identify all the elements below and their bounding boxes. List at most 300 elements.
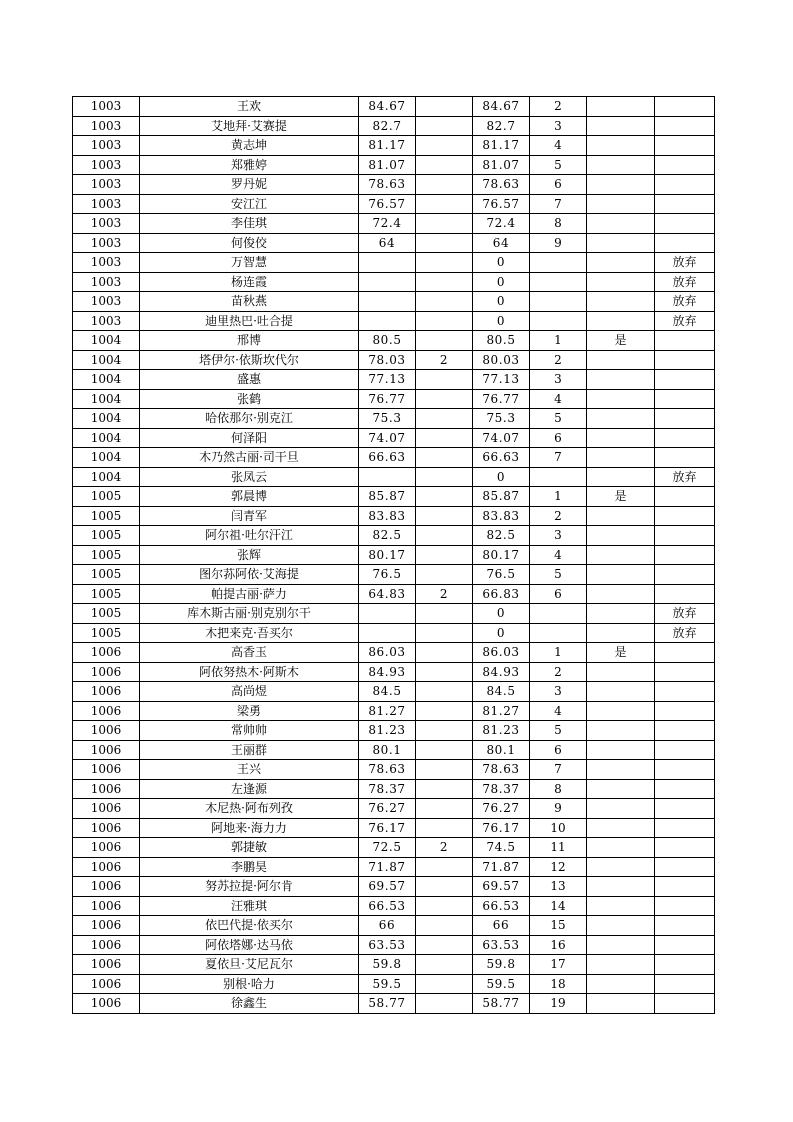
shortlisted-cell: [587, 701, 655, 721]
rank-cell: 7: [530, 760, 587, 780]
candidate-name-cell: 迪里热巴·吐合提: [140, 311, 359, 331]
bonus-points-cell: [416, 740, 473, 760]
position-code-cell: 1005: [73, 623, 140, 643]
total-score-cell: 84.67: [473, 97, 530, 117]
candidate-name-cell: 郭晨博: [140, 487, 359, 507]
shortlisted-cell: [587, 994, 655, 1014]
candidate-name-cell: 王欢: [140, 97, 359, 117]
candidate-name-cell: 阿依努热木·阿斯木: [140, 662, 359, 682]
position-code-cell: 1006: [73, 740, 140, 760]
shortlisted-cell: [587, 214, 655, 234]
remark-cell: [655, 760, 715, 780]
bonus-points-cell: [416, 136, 473, 156]
rank-cell: 4: [530, 545, 587, 565]
rank-cell: [530, 311, 587, 331]
total-score-cell: 78.63: [473, 760, 530, 780]
total-score-cell: 66.63: [473, 448, 530, 468]
candidate-name-cell: 阿地来·海力力: [140, 818, 359, 838]
shortlisted-cell: [587, 272, 655, 292]
rank-cell: 6: [530, 740, 587, 760]
shortlisted-cell: [587, 799, 655, 819]
position-code-cell: 1006: [73, 760, 140, 780]
candidate-name-cell: 图尔荪阿依·艾海提: [140, 565, 359, 585]
shortlisted-cell: [587, 721, 655, 741]
rank-cell: 2: [530, 350, 587, 370]
total-score-cell: 64: [473, 233, 530, 253]
position-code-cell: 1004: [73, 331, 140, 351]
total-score-cell: 58.77: [473, 994, 530, 1014]
written-score-cell: 76.5: [359, 565, 416, 585]
written-score-cell: 84.67: [359, 97, 416, 117]
bonus-points-cell: [416, 955, 473, 975]
rank-cell: 5: [530, 721, 587, 741]
position-code-cell: 1003: [73, 175, 140, 195]
position-code-cell: 1006: [73, 682, 140, 702]
candidate-name-cell: 别根·哈力: [140, 974, 359, 994]
table-row: [73, 565, 715, 585]
position-code-cell: 1003: [73, 214, 140, 234]
candidate-name-cell: 邢博: [140, 331, 359, 351]
total-score-cell: 82.5: [473, 526, 530, 546]
candidate-name-cell: 常帅帅: [140, 721, 359, 741]
bonus-points-cell: [416, 643, 473, 663]
shortlisted-cell: [587, 779, 655, 799]
candidate-name-cell: 郑雅婷: [140, 155, 359, 175]
position-code-cell: 1006: [73, 877, 140, 897]
rank-cell: 7: [530, 194, 587, 214]
position-code-cell: 1004: [73, 448, 140, 468]
rank-cell: [530, 623, 587, 643]
shortlisted-cell: [587, 857, 655, 877]
written-score-cell: 76.77: [359, 389, 416, 409]
rank-cell: 2: [530, 97, 587, 117]
written-score-cell: 59.5: [359, 974, 416, 994]
bonus-points-cell: [416, 409, 473, 429]
total-score-cell: 80.17: [473, 545, 530, 565]
remark-cell: [655, 877, 715, 897]
table-row: [73, 740, 715, 760]
total-score-cell: 85.87: [473, 487, 530, 507]
shortlisted-cell: [587, 974, 655, 994]
shortlisted-cell: [587, 370, 655, 390]
bonus-points-cell: [416, 370, 473, 390]
total-score-cell: 81.07: [473, 155, 530, 175]
bonus-points-cell: [416, 701, 473, 721]
rank-cell: 8: [530, 779, 587, 799]
position-code-cell: 1003: [73, 116, 140, 136]
candidate-name-cell: 左逢源: [140, 779, 359, 799]
candidate-name-cell: 木乃然古丽·司干旦: [140, 448, 359, 468]
table-row: [73, 292, 715, 312]
written-score-cell: 63.53: [359, 935, 416, 955]
table-row: [73, 97, 715, 117]
remark-cell: [655, 799, 715, 819]
remark-cell: [655, 857, 715, 877]
shortlisted-cell: [587, 935, 655, 955]
written-score-cell: 76.57: [359, 194, 416, 214]
position-code-cell: 1005: [73, 545, 140, 565]
bonus-points-cell: [416, 194, 473, 214]
shortlisted-cell: [587, 565, 655, 585]
position-code-cell: 1004: [73, 350, 140, 370]
shortlisted-cell: [587, 409, 655, 429]
candidate-name-cell: 高香玉: [140, 643, 359, 663]
bonus-points-cell: [416, 818, 473, 838]
remark-cell: [655, 506, 715, 526]
total-score-cell: 0: [473, 253, 530, 273]
remark-cell: [655, 935, 715, 955]
written-score-cell: 83.83: [359, 506, 416, 526]
table-row: [73, 116, 715, 136]
candidate-name-cell: 张辉: [140, 545, 359, 565]
table-row: [73, 233, 715, 253]
table-row: [73, 994, 715, 1014]
table-row: [73, 350, 715, 370]
rank-cell: 2: [530, 506, 587, 526]
table-row: [73, 682, 715, 702]
shortlisted-cell: [587, 526, 655, 546]
candidate-name-cell: 闫青军: [140, 506, 359, 526]
candidate-name-cell: 罗丹妮: [140, 175, 359, 195]
written-score-cell: 82.7: [359, 116, 416, 136]
table-row: [73, 779, 715, 799]
remark-cell: 放弃: [655, 604, 715, 624]
written-score-cell: 76.17: [359, 818, 416, 838]
rank-cell: 3: [530, 370, 587, 390]
total-score-cell: 83.83: [473, 506, 530, 526]
shortlisted-cell: [587, 194, 655, 214]
bonus-points-cell: [416, 389, 473, 409]
position-code-cell: 1006: [73, 935, 140, 955]
position-code-cell: 1006: [73, 955, 140, 975]
remark-cell: [655, 584, 715, 604]
table-row: [73, 701, 715, 721]
table-row: [73, 838, 715, 858]
position-code-cell: 1006: [73, 643, 140, 663]
shortlisted-cell: 是: [587, 643, 655, 663]
remark-cell: [655, 233, 715, 253]
rank-cell: 5: [530, 409, 587, 429]
bonus-points-cell: [416, 916, 473, 936]
written-score-cell: 86.03: [359, 643, 416, 663]
rank-cell: 1: [530, 643, 587, 663]
remark-cell: [655, 214, 715, 234]
rank-cell: 9: [530, 799, 587, 819]
rank-cell: 9: [530, 233, 587, 253]
written-score-cell: 84.5: [359, 682, 416, 702]
written-score-cell: [359, 311, 416, 331]
rank-cell: 1: [530, 487, 587, 507]
shortlisted-cell: [587, 682, 655, 702]
shortlisted-cell: [587, 155, 655, 175]
bonus-points-cell: [416, 155, 473, 175]
remark-cell: [655, 916, 715, 936]
table-row: [73, 857, 715, 877]
bonus-points-cell: [416, 506, 473, 526]
remark-cell: [655, 97, 715, 117]
position-code-cell: 1005: [73, 506, 140, 526]
bonus-points-cell: [416, 272, 473, 292]
total-score-cell: 76.5: [473, 565, 530, 585]
total-score-cell: 0: [473, 467, 530, 487]
position-code-cell: 1005: [73, 565, 140, 585]
shortlisted-cell: [587, 253, 655, 273]
shortlisted-cell: [587, 97, 655, 117]
rank-cell: 3: [530, 526, 587, 546]
shortlisted-cell: 是: [587, 487, 655, 507]
bonus-points-cell: [416, 974, 473, 994]
rank-cell: 6: [530, 584, 587, 604]
candidate-name-cell: 阿尔祖·吐尔汗江: [140, 526, 359, 546]
candidate-name-cell: 郭捷敏: [140, 838, 359, 858]
bonus-points-cell: [416, 428, 473, 448]
table-row: [73, 370, 715, 390]
position-code-cell: 1006: [73, 662, 140, 682]
rank-cell: 4: [530, 701, 587, 721]
candidate-name-cell: 盛惠: [140, 370, 359, 390]
position-code-cell: 1003: [73, 97, 140, 117]
remark-cell: [655, 779, 715, 799]
table-row: [73, 955, 715, 975]
table-row: [73, 428, 715, 448]
candidate-name-cell: 杨连霞: [140, 272, 359, 292]
position-code-cell: 1004: [73, 389, 140, 409]
position-code-cell: 1003: [73, 253, 140, 273]
candidate-name-cell: 李佳琪: [140, 214, 359, 234]
rank-cell: 6: [530, 175, 587, 195]
total-score-cell: 69.57: [473, 877, 530, 897]
position-code-cell: 1006: [73, 896, 140, 916]
bonus-points-cell: [416, 662, 473, 682]
remark-cell: [655, 994, 715, 1014]
remark-cell: [655, 526, 715, 546]
remark-cell: [655, 194, 715, 214]
table-row: [73, 818, 715, 838]
candidate-name-cell: 王丽群: [140, 740, 359, 760]
written-score-cell: 81.27: [359, 701, 416, 721]
written-score-cell: 80.1: [359, 740, 416, 760]
remark-cell: [655, 155, 715, 175]
written-score-cell: [359, 292, 416, 312]
written-score-cell: [359, 272, 416, 292]
bonus-points-cell: 2: [416, 584, 473, 604]
rank-cell: 17: [530, 955, 587, 975]
candidate-name-cell: 木尼热·阿布列孜: [140, 799, 359, 819]
remark-cell: [655, 662, 715, 682]
shortlisted-cell: [587, 760, 655, 780]
written-score-cell: 69.57: [359, 877, 416, 897]
total-score-cell: 80.5: [473, 331, 530, 351]
bonus-points-cell: [416, 565, 473, 585]
written-score-cell: 85.87: [359, 487, 416, 507]
remark-cell: [655, 838, 715, 858]
rank-cell: 15: [530, 916, 587, 936]
bonus-points-cell: [416, 214, 473, 234]
remark-cell: [655, 818, 715, 838]
remark-cell: 放弃: [655, 292, 715, 312]
position-code-cell: 1005: [73, 584, 140, 604]
written-score-cell: [359, 467, 416, 487]
written-score-cell: 64.83: [359, 584, 416, 604]
candidate-name-cell: 艾地拜·艾赛提: [140, 116, 359, 136]
table-row: [73, 662, 715, 682]
bonus-points-cell: [416, 311, 473, 331]
rank-cell: [530, 467, 587, 487]
rank-cell: 6: [530, 428, 587, 448]
total-score-cell: 80.1: [473, 740, 530, 760]
rank-cell: 4: [530, 389, 587, 409]
bonus-points-cell: [416, 857, 473, 877]
bonus-points-cell: [416, 448, 473, 468]
remark-cell: [655, 116, 715, 136]
total-score-cell: 78.63: [473, 175, 530, 195]
total-score-cell: 63.53: [473, 935, 530, 955]
table-row: [73, 389, 715, 409]
bonus-points-cell: 2: [416, 838, 473, 858]
candidate-name-cell: 塔伊尔·依斯坎代尔: [140, 350, 359, 370]
shortlisted-cell: [587, 292, 655, 312]
total-score-cell: 0: [473, 292, 530, 312]
shortlisted-cell: [587, 584, 655, 604]
candidate-name-cell: 安江江: [140, 194, 359, 214]
bonus-points-cell: 2: [416, 350, 473, 370]
written-score-cell: 71.87: [359, 857, 416, 877]
total-score-cell: 80.03: [473, 350, 530, 370]
table-row: [73, 877, 715, 897]
written-score-cell: 82.5: [359, 526, 416, 546]
table-row: [73, 935, 715, 955]
position-code-cell: 1006: [73, 701, 140, 721]
total-score-cell: 66.83: [473, 584, 530, 604]
written-score-cell: [359, 623, 416, 643]
rank-cell: 11: [530, 838, 587, 858]
table-row: [73, 448, 715, 468]
position-code-cell: 1003: [73, 292, 140, 312]
position-code-cell: 1003: [73, 155, 140, 175]
position-code-cell: 1006: [73, 721, 140, 741]
remark-cell: [655, 389, 715, 409]
position-code-cell: 1005: [73, 487, 140, 507]
written-score-cell: 66.53: [359, 896, 416, 916]
shortlisted-cell: [587, 955, 655, 975]
rank-cell: [530, 272, 587, 292]
rank-cell: 8: [530, 214, 587, 234]
bonus-points-cell: [416, 779, 473, 799]
candidate-name-cell: 库木斯古丽·别克别尔干: [140, 604, 359, 624]
candidate-name-cell: 张鹤: [140, 389, 359, 409]
total-score-cell: 74.07: [473, 428, 530, 448]
table-row: [73, 584, 715, 604]
candidate-name-cell: 夏依旦·艾尼瓦尔: [140, 955, 359, 975]
bonus-points-cell: [416, 292, 473, 312]
remark-cell: 放弃: [655, 253, 715, 273]
written-score-cell: 81.17: [359, 136, 416, 156]
table-row: [73, 799, 715, 819]
position-code-cell: 1006: [73, 916, 140, 936]
remark-cell: [655, 721, 715, 741]
total-score-cell: 71.87: [473, 857, 530, 877]
candidate-name-cell: 依巴代提·依买尔: [140, 916, 359, 936]
bonus-points-cell: [416, 331, 473, 351]
rank-cell: 12: [530, 857, 587, 877]
remark-cell: [655, 487, 715, 507]
position-code-cell: 1004: [73, 467, 140, 487]
remark-cell: 放弃: [655, 467, 715, 487]
position-code-cell: 1006: [73, 974, 140, 994]
position-code-cell: 1003: [73, 136, 140, 156]
bonus-points-cell: [416, 116, 473, 136]
total-score-cell: 84.93: [473, 662, 530, 682]
bonus-points-cell: [416, 467, 473, 487]
total-score-cell: 82.7: [473, 116, 530, 136]
total-score-cell: 0: [473, 604, 530, 624]
candidate-name-cell: 帕提古丽·萨力: [140, 584, 359, 604]
remark-cell: [655, 740, 715, 760]
written-score-cell: 59.8: [359, 955, 416, 975]
table-row: [73, 194, 715, 214]
rank-cell: 7: [530, 448, 587, 468]
remark-cell: [655, 350, 715, 370]
shortlisted-cell: [587, 389, 655, 409]
total-score-cell: 66.53: [473, 896, 530, 916]
total-score-cell: 81.27: [473, 701, 530, 721]
remark-cell: [655, 136, 715, 156]
candidate-name-cell: 李鹏昊: [140, 857, 359, 877]
written-score-cell: 76.27: [359, 799, 416, 819]
bonus-points-cell: [416, 253, 473, 273]
shortlisted-cell: [587, 136, 655, 156]
remark-cell: [655, 682, 715, 702]
written-score-cell: 74.07: [359, 428, 416, 448]
table-row: [73, 253, 715, 273]
shortlisted-cell: [587, 740, 655, 760]
table-row: [73, 506, 715, 526]
table-row: [73, 331, 715, 351]
total-score-cell: 66: [473, 916, 530, 936]
table-row: [73, 272, 715, 292]
table-row: [73, 545, 715, 565]
candidate-name-cell: 苗秋燕: [140, 292, 359, 312]
rank-cell: 14: [530, 896, 587, 916]
table-row: [73, 896, 715, 916]
total-score-cell: 0: [473, 623, 530, 643]
rank-cell: [530, 292, 587, 312]
rank-cell: 2: [530, 662, 587, 682]
bonus-points-cell: [416, 799, 473, 819]
written-score-cell: 75.3: [359, 409, 416, 429]
shortlisted-cell: [587, 662, 655, 682]
shortlisted-cell: [587, 623, 655, 643]
rank-cell: 16: [530, 935, 587, 955]
remark-cell: [655, 896, 715, 916]
written-score-cell: 78.03: [359, 350, 416, 370]
bonus-points-cell: [416, 760, 473, 780]
rank-cell: 18: [530, 974, 587, 994]
written-score-cell: 72.5: [359, 838, 416, 858]
score-table-body: [73, 97, 715, 1014]
written-score-cell: [359, 604, 416, 624]
total-score-cell: 0: [473, 311, 530, 331]
position-code-cell: 1006: [73, 838, 140, 858]
written-score-cell: 64: [359, 233, 416, 253]
shortlisted-cell: [587, 116, 655, 136]
position-code-cell: 1006: [73, 799, 140, 819]
table-row: [73, 311, 715, 331]
remark-cell: [655, 974, 715, 994]
remark-cell: 放弃: [655, 272, 715, 292]
remark-cell: 放弃: [655, 311, 715, 331]
remark-cell: [655, 643, 715, 663]
